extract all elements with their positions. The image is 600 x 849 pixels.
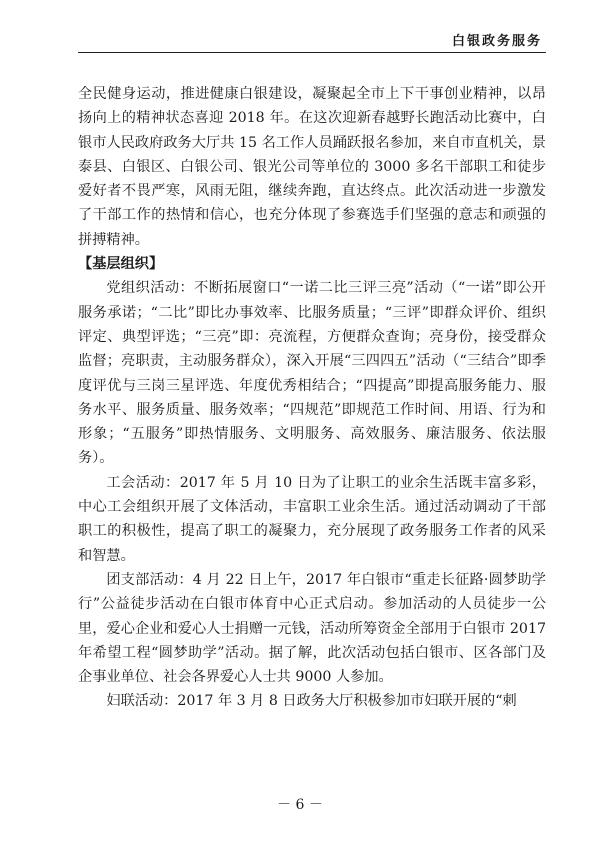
paragraph-youth-league-activities: 团支部活动：4 月 22 日上午，2017 年白银市“重走长征路·圆梦助学行”公益徒步活动在白银市体育中心正式启动。参加活动的人员徒步一公里，爱心企业和爱心人士捐赠一元钱，活动所筹资金全部用于白银市 2017 年希望工程“圆梦助学”活动。据了解，此次活动包括白银市、区各部门及企事业单位、社会各界爱心人士共 9000 人参加。	[78, 571, 546, 686]
page-number: － 6 －	[277, 797, 323, 813]
header-title: 白银政务服务	[451, 34, 542, 49]
document-body	[78, 82, 546, 714]
paragraph-fitness-run: 全民健身运动，推进健康白银建设，凝聚起全市上下干事创业精神，以昂扬向上的精神状态喜迎 2018 年。在这次迎新春越野长跑活动比赛中，白银市人民政府政务大厅共 15 名工作人员踊跃报名参加，来自市直机关，景泰县、白银区、白银公司、银光公司等单位的 3000 多名干部职工和徒步爱好者不畏严寒，风雨无阻，继续奔跑，直达终点。此次活动进一步激发了干部工作的热情和信心，也充分体现了参赛选手们坚强的意志和顽强的拼搏精神。	[78, 86, 546, 248]
page-header	[78, 28, 546, 53]
paragraph-union-activities: 工会活动：2017 年 5 月 10 日为了让职工的业余生活既丰富多彩，中心工会组织开展了文体活动，丰富职工业余生活。通过活动调动了干部职工的积极性，提高了职工的凝聚力，充分展现了政务服务工作者的风采和智慧。	[78, 474, 546, 564]
paragraph-party-activities: 党组织活动：不断拓展窗口“一诺二比三评三亮”活动（“一诺”即公开服务承诺；“二比”即比办事效率、比服务质量；“三评”即群众评价、组织评定、典型评选；“三亮”即：亮流程，方便群众查询；亮身份，接受群众监督；亮职责，主动服务群众），深入开展“三四四五”活动（“三结合”即季度评优与三岗三星评选、年度优秀相结合；“四提高”即提高服务能力、服务水平、服务质量、服务效率；“四规范”即规范工作时间、用语、行为和形象；“五服务”即热情服务、文明服务、高效服务、廉洁服务、依法服务）。	[78, 280, 546, 467]
paragraph-women-federation-activities: 妇联活动：2017 年 3 月 8 日政务大厅积极参加市妇联开展的“刺	[106, 693, 517, 710]
section-heading-grassroots: 【基层组织】	[78, 256, 164, 273]
